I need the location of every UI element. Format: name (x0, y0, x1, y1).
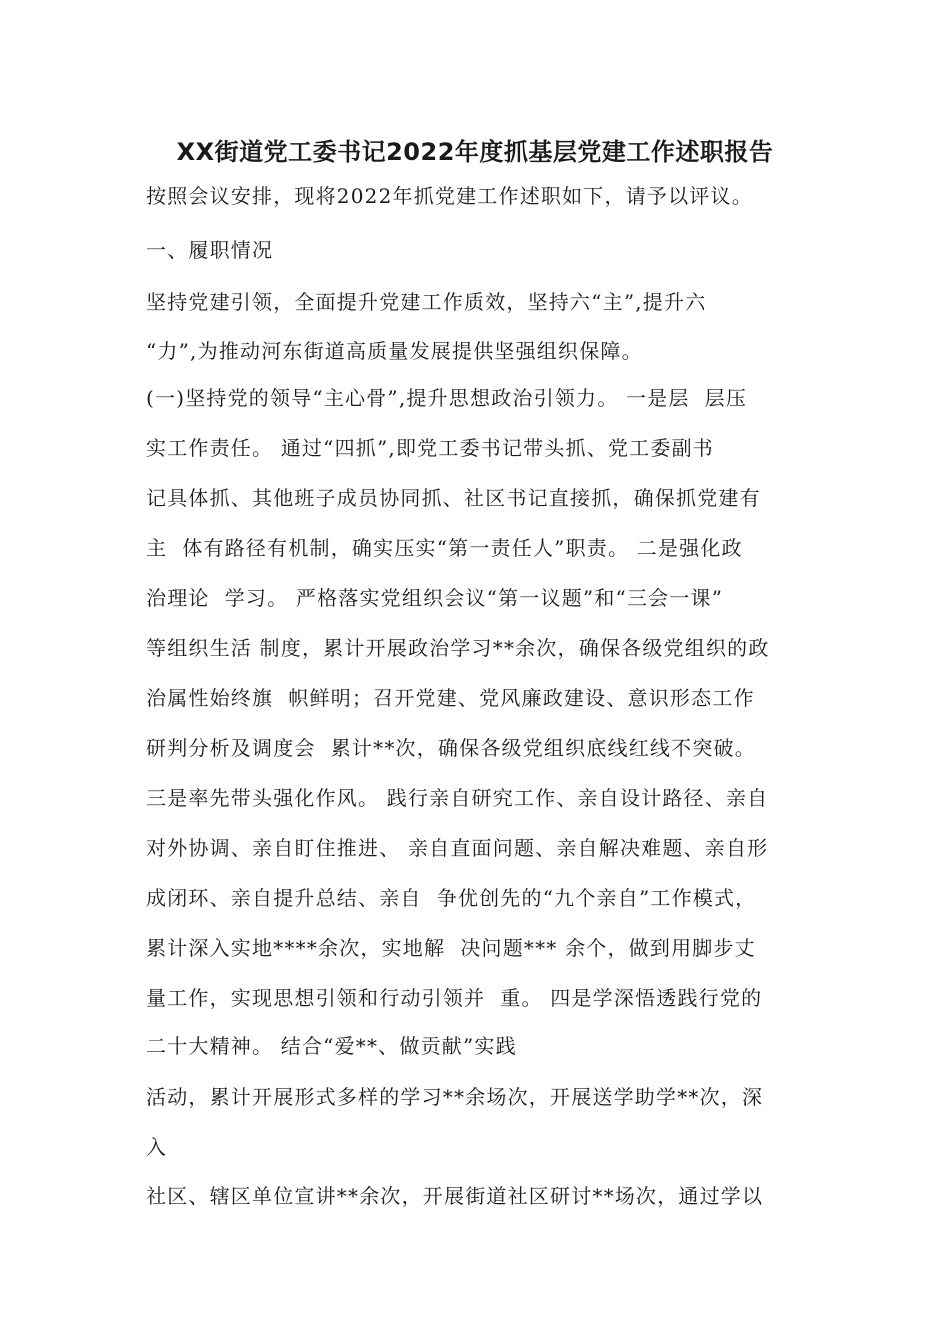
paragraph-line: 入 (146, 1135, 168, 1159)
paragraph-line: 累计深入实地****余次，实地解 决问题*** 余个，做到用脚步丈 (146, 936, 756, 960)
paragraph-line: 活动，累计开展形式多样的学习**余场次，开展送学助学**次，深 (146, 1085, 764, 1109)
paragraph-line: 三是率先带头强化作风。 践行亲自研究工作、亲自设计路径、亲自 (146, 786, 769, 810)
paragraph-line: 治理论 学习。 严格落实党组织会议“第一议题”和“三会一课” (146, 586, 724, 610)
paragraph-line: 坚持党建引领，全面提升党建工作质效，坚持六“主”,提升六 (146, 290, 707, 314)
paragraph-line: “力”,为推动河东街道高质量发展提供坚强组织保障。 (146, 339, 643, 363)
paragraph-line: 记具体抓、其他班子成员协同抓、社区书记直接抓，确保抓党建有 (146, 486, 761, 510)
paragraph-line: 按照会议安排，现将2022年抓党建工作述职如下，请予以评议。 (146, 184, 753, 208)
paragraph-line: 量工作，实现思想引领和行动引领并 重。 四是学深悟透践行党的 (146, 986, 763, 1010)
paragraph-line: 研判分析及调度会 累计**次，确保各级党组织底线红线不突破。 (146, 736, 756, 760)
paragraph-line: 成闭环、亲自提升总结、亲自 争优创先的“九个亲自”工作模式， (146, 886, 757, 910)
paragraph-line: (一)坚持党的领导“主心骨”,提升思想政治引领力。 一是层 层压 (146, 386, 748, 410)
paragraph-line: 治属性始终旗 帜鲜明；召开党建、党风廉政建设、意识形态工作 (146, 686, 755, 710)
paragraph-line: 实工作责任。 通过“四抓”,即党工委书记带头抓、党工委副书 (146, 436, 714, 460)
paragraph-line: 二十大精神。 结合“爱**、做贡献”实践 (146, 1034, 517, 1058)
paragraph-line: 等组织生活 制度，累计开展政治学习**余次，确保各级党组织的政 (146, 636, 770, 660)
section-heading: 一、履职情况 (146, 238, 274, 262)
document-title: XX街道党工委书记2022年度抓基层党建工作述职报告 (176, 138, 774, 166)
paragraph-line: 社区、辖区单位宣讲**余次，开展街道社区研讨**场次，通过学以 (146, 1184, 764, 1208)
paragraph-line: 对外协调、亲自盯住推进、 亲自直面问题、亲自解决难题、亲自形 (146, 836, 769, 860)
paragraph-line: 主 体有路径有机制，确实压实“第一责任人”职责。 二是强化政 (146, 536, 743, 560)
